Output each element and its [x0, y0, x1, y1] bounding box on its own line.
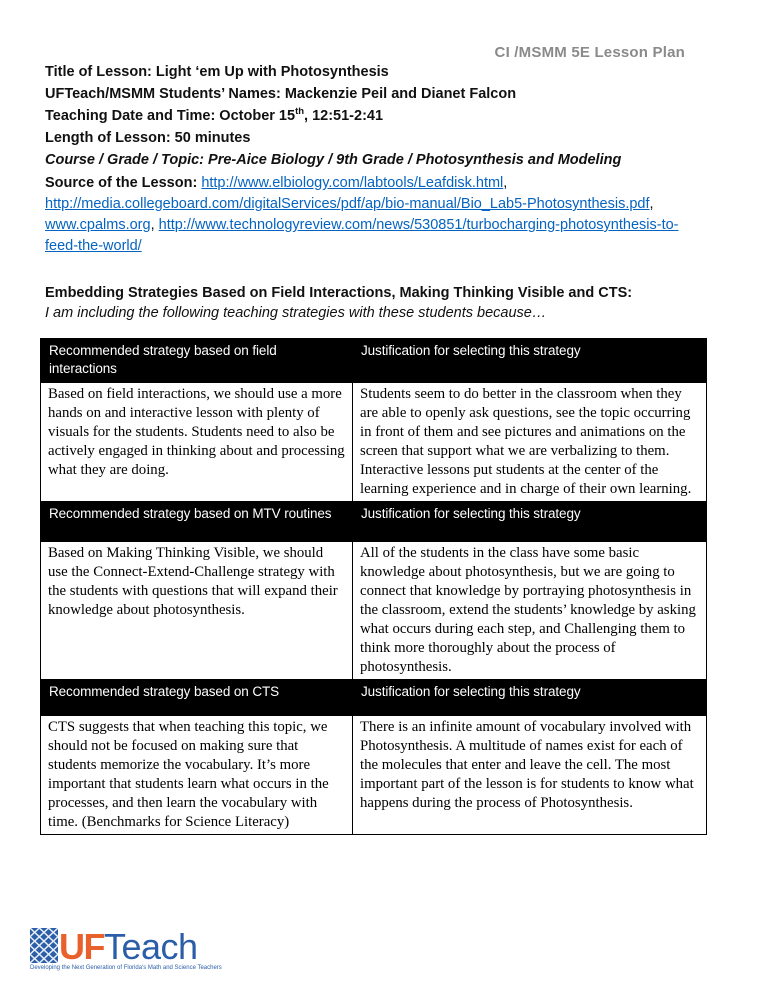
document-body	[45, 63, 710, 835]
header-cell-strategy-mtv: Recommended strategy based on MTV routines	[41, 502, 353, 542]
table-row	[41, 542, 707, 680]
logo-uf-text: UF	[59, 926, 104, 967]
table-header-row-mtv	[41, 502, 707, 542]
source-link-cpalms[interactable]: www.cpalms.org	[45, 217, 151, 233]
source-link-collegeboard[interactable]: http://media.collegeboard.com/digitalServices/pdf/ap/bio-manual/Bio_Lab5-Photosynthesis.pdf	[45, 196, 650, 212]
header-cell-justification: Justification for selecting this strategy	[353, 339, 707, 383]
dna-helix-icon	[30, 928, 58, 963]
separator: ,	[150, 217, 159, 233]
source-link-elbiology[interactable]: http://www.elbiology.com/labtools/Leafdisk.html	[201, 175, 504, 191]
lesson-length-line: Length of Lesson: 50 minutes	[45, 130, 251, 146]
logo-teach-text: Teach	[104, 926, 198, 967]
strategy-cell-mtv: Based on Making Thinking Visible, we should use the Connect-Extend-Challenge strategy with the students with questions that will expand their knowledge about photosynthesis.	[41, 542, 353, 680]
justification-cell-field: Students seem to do better in the classroom when they are able to openly ask questions, see the topic occurring in front of them and see pictures and animations on the screen that support what we are verbalizing to them. Interactive lessons put students at the center of the learning experience and in charge of their own learning.	[353, 383, 707, 502]
ordinal-superscript: th	[295, 106, 305, 118]
strategies-table	[40, 338, 707, 835]
table-row	[41, 716, 707, 835]
header-cell-justification: Justification for selecting this strategy	[353, 502, 707, 542]
ufteach-logo	[30, 928, 230, 971]
separator: ,	[503, 175, 508, 191]
embedding-strategies-subheading: I am including the following teaching strategies with these students because…	[45, 305, 547, 321]
strategy-cell-field: Based on field interactions, we should use a more hands on and interactive lesson with plenty of visuals for the students. Students need to also be actively engaged in thinking about and processing what they are doing.	[41, 383, 353, 502]
teaching-date-suffix: , 12:51-2:41	[304, 108, 384, 124]
justification-cell-mtv: All of the students in the class have some basic knowledge about photosynthesis, but we are going to connect that knowledge by portraying photosynthesis in the classroom, extend the students’ knowledge by asking what occurs during each step, and Challenging them to think more thoroughly about the process of photosynthesis.	[353, 542, 707, 680]
justification-cell-cts: There is an infinite amount of vocabulary involved with Photosynthesis. A multitude of names exist for each of the molecules that enter and leave the cell. The most important part of the lesson is for students to know what happens during the process of Photosynthesis.	[353, 716, 707, 835]
table-header-row-field	[41, 339, 707, 383]
logo-tagline: Developing the Next Generation of Florida's Math and Science Teachers	[30, 965, 222, 971]
source-of-lesson-paragraph	[45, 173, 710, 257]
table-header-row-cts	[41, 680, 707, 716]
teaching-date-line	[45, 107, 710, 125]
strategy-cell-cts: CTS suggests that when teaching this topic, we should not be focused on making sure that students memorize the vocabulary. It’s more important that students learn what occurs in the processes, and then learn the vocabulary with time. (Benchmarks for Science Literacy)	[41, 716, 353, 835]
course-grade-topic-line: Course / Grade / Topic: Pre-Aice Biology / 9th Grade / Photosynthesis and Modeling	[45, 152, 622, 168]
student-names-line: UFTeach/MSMM Students’ Names: Mackenzie Peil and Dianet Falcon	[45, 86, 517, 102]
header-cell-strategy-field: Recommended strategy based on field interactions	[41, 339, 353, 383]
separator: ,	[649, 196, 654, 212]
header-cell-justification: Justification for selecting this strategy	[353, 680, 707, 716]
document-type-label: CI /MSMM 5E Lesson Plan	[494, 44, 685, 61]
lesson-title-line: Title of Lesson: Light ‘em Up with Photosynthesis	[45, 64, 389, 80]
teaching-date-prefix: Teaching Date and Time: October 15	[45, 108, 296, 124]
embedding-strategies-heading: Embedding Strategies Based on Field Interactions, Making Thinking Visible and CTS:	[45, 285, 633, 301]
source-link-technologyreview[interactable]: http://www.technologyreview.com/news/530851/turbocharging-photosynthesis-to-feed-the-world/	[45, 217, 679, 254]
source-label: Source of the Lesson:	[45, 175, 202, 191]
table-row	[41, 383, 707, 502]
header-cell-strategy-cts: Recommended strategy based on CTS	[41, 680, 353, 716]
